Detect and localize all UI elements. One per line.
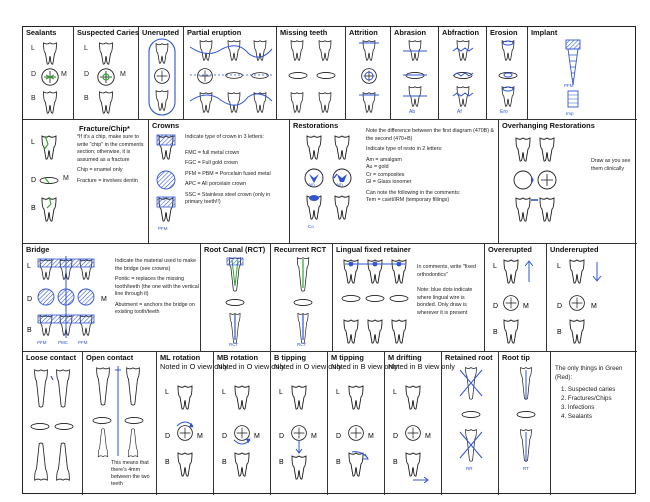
cell-unerupted: [139, 27, 184, 120]
bridge-mark-3: PFM: [78, 340, 88, 345]
green-list-item: 2. Fractures/Chips: [561, 394, 612, 402]
cell-sealants: [23, 27, 74, 120]
cell-title: Open contact: [86, 353, 134, 362]
cell-crowns: [149, 120, 290, 244]
cell-title: Root Canal (RCT): [204, 245, 266, 254]
cell-title: Bridge: [26, 245, 50, 254]
svg-text:D: D: [222, 433, 228, 440]
resto-type-4: Gl = Glass ionomer: [366, 179, 412, 186]
m-drifting-icon: [393, 382, 439, 482]
cell-bridge: [23, 244, 201, 352]
resto-note-1: Note the difference between the first diagram (470B) & the second (470+B): [366, 128, 494, 142]
abfraction-mark: Af: [457, 109, 462, 115]
svg-text:M: M: [523, 303, 529, 310]
undererupted-icon: [557, 256, 613, 348]
cell-title: Unerupted: [142, 28, 179, 37]
label-b: B: [31, 205, 36, 212]
cell-subtitle: Noted in O view only: [217, 362, 285, 371]
fracture-note: [77, 134, 145, 188]
erosion-icon: [496, 39, 520, 109]
implant-screw-icon: [562, 39, 584, 111]
recurrent-rct-icon: [283, 256, 323, 348]
cell-overerupted: [485, 244, 547, 352]
cell-open-contact: [83, 352, 157, 495]
label-l: L: [31, 139, 35, 146]
abfraction-icon: [451, 39, 475, 109]
cell-title: Suspected Caries: [77, 28, 140, 37]
cell-title: ML rotation: [160, 353, 201, 362]
b-tipping-icon: [279, 382, 325, 482]
cell-title: Implant: [531, 28, 558, 37]
svg-text:B: B: [279, 459, 284, 466]
cell-title: Missing teeth: [280, 28, 328, 37]
mb-rotation-icon: [222, 382, 268, 482]
retained-root-icon: [450, 366, 496, 476]
cell-title: B tipping: [274, 353, 307, 362]
tooth-lingual-icon: [96, 41, 116, 65]
svg-text:D: D: [336, 433, 342, 440]
missing-teeth-icon: [283, 39, 341, 117]
cell-title: Root tip: [502, 353, 530, 362]
cell-title: Lingual fixed retainer: [336, 245, 411, 254]
root-tip-icon: [507, 366, 547, 476]
overhanging-note: Draw as you see them clinically: [591, 158, 631, 172]
crown-type-2: FGC = Full gold crown: [185, 160, 238, 167]
cell-root-canal: [201, 244, 271, 352]
cell-green-list: [551, 352, 637, 495]
bridge-teeth-icon: [27, 256, 107, 348]
svg-text:B: B: [493, 329, 498, 336]
dental-charting-legend-sheet: [22, 26, 636, 494]
bridge-note: [115, 258, 199, 320]
bridge-note-2: Pontic = replaces the missing tooth/teeth (the one with the vertical line through it): [115, 276, 199, 298]
unerupted-circle-icon: [147, 38, 177, 116]
cell-restorations: [290, 120, 499, 244]
cell-subtitle: Noted in O view only: [274, 362, 342, 371]
cell-abrasion: [391, 27, 439, 120]
label-d: D: [31, 177, 37, 184]
cell-title: Sealants: [26, 28, 57, 37]
svg-text:M: M: [311, 433, 317, 440]
crown-mark: PFM: [158, 226, 168, 231]
cell-retained-root: [442, 352, 499, 495]
resto-type-3: Cr = composites: [366, 171, 405, 178]
rct-mark: RCT: [229, 342, 239, 347]
cell-b-tipping: [271, 352, 342, 495]
cell-attrition: [346, 27, 391, 120]
lingual-note: [417, 264, 483, 320]
crowns-note: [185, 134, 285, 210]
cell-title: Overhanging Restorations: [502, 121, 595, 130]
resto-note-2: Can note the following in the comments:: [366, 189, 461, 196]
svg-text:L: L: [222, 389, 226, 396]
svg-text:B: B: [27, 327, 32, 334]
svg-text:M: M: [101, 296, 107, 303]
cell-missing-teeth: [277, 27, 346, 120]
cell-recurrent-rct: [271, 244, 333, 352]
cell-subtitle: Noted in O view only: [160, 362, 228, 371]
svg-text:B: B: [557, 329, 562, 336]
cell-title: Undererupted: [550, 245, 599, 254]
cell-m-tipping: [328, 352, 398, 495]
svg-text:L: L: [336, 389, 340, 396]
svg-text:D: D: [165, 433, 171, 440]
fracture-note-3: Fracture = involves dentin: [77, 177, 138, 184]
erosion-mark: Ero: [500, 109, 508, 115]
cell-subtitle: Noted in B view only: [388, 362, 455, 371]
label-b: B: [84, 95, 89, 102]
cell-ml-rotation: [157, 352, 228, 495]
crown-type-5: SSC = Stainless steel crown (only in primary teeth!!): [185, 191, 271, 206]
green-list-item: 3. Infections: [561, 404, 595, 412]
open-contact-icon: [91, 366, 145, 458]
root-tip-mark: RT: [523, 466, 529, 471]
svg-text:D: D: [393, 433, 399, 440]
open-contact-note: This means that there's 4mm between the two teeth: [111, 460, 150, 487]
bridge-mark-1: PFM: [37, 340, 47, 345]
cell-abfraction: [439, 27, 487, 120]
svg-text:L: L: [557, 263, 561, 270]
cell-title: Partial eruption: [187, 28, 242, 37]
label-l: L: [31, 45, 35, 52]
overhanging-icon: [511, 136, 571, 226]
resto-mark-3: Co: [308, 224, 314, 229]
cell-root-tip: [499, 352, 551, 495]
svg-text:M: M: [425, 433, 431, 440]
cell-title: Overerupted: [488, 245, 532, 254]
bridge-note-3: Abutment = anchors the bridge on existing tooth/teeth: [115, 301, 195, 316]
cell-overhanging: [499, 120, 637, 244]
abrasion-icon: [403, 39, 427, 109]
resto-note-3: Tem = cavit/IRM (temporary fillings): [366, 197, 450, 204]
svg-text:D: D: [557, 303, 563, 310]
cell-partial-eruption: [184, 27, 277, 120]
fracture-teeth-icon: [31, 134, 61, 226]
svg-text:M: M: [591, 303, 597, 310]
cell-title: Fracture/Chip*: [79, 124, 130, 133]
loose-contact-icon: [29, 368, 79, 488]
svg-text:D: D: [279, 433, 285, 440]
tooth-caries-icon: [96, 67, 116, 87]
fracture-note-2: Chip = enamel only: [77, 167, 123, 174]
root-canal-icon: [215, 256, 255, 348]
svg-text:M: M: [368, 433, 374, 440]
svg-text:L: L: [279, 389, 283, 396]
tooth-occlusal-sealant-icon: [40, 67, 60, 87]
cell-title: Abfraction: [442, 28, 479, 37]
cell-title: MB rotation: [217, 353, 259, 362]
lingual-note-1: In comments, write "fixed orthodontics": [417, 264, 476, 278]
cell-title: Crowns: [152, 121, 180, 130]
svg-text:B: B: [165, 459, 170, 466]
resto-type-2: Au = gold: [366, 164, 389, 171]
label-b: B: [31, 95, 36, 102]
lingual-note-2: Note: blue dots indicate where lingual wire is bonded. Only draw is wherever it is present: [417, 287, 473, 316]
restoration-teeth-icon: [300, 134, 356, 224]
svg-text:B: B: [393, 459, 398, 466]
resto-intro: Indicate type of resto in 2 letters:: [366, 146, 443, 153]
cell-lingual-retainer: [333, 244, 485, 352]
svg-text:L: L: [493, 263, 497, 270]
label-d: D: [84, 71, 90, 78]
svg-text:D: D: [493, 303, 499, 310]
resto-mark-1: Am: [308, 182, 315, 187]
cell-m-drifting: [385, 352, 455, 495]
green-list-item: 1. Suspected caries: [561, 385, 616, 393]
cell-erosion: [487, 27, 528, 120]
cell-title: M tipping: [331, 353, 364, 362]
partial-eruption-teeth-icon: [188, 39, 274, 117]
cell-implant: [528, 27, 637, 120]
svg-text:L: L: [27, 263, 31, 270]
cell-title: Retained root: [445, 353, 493, 362]
cell-fracture: [23, 120, 149, 244]
cell-title: Abrasion: [394, 28, 427, 37]
implant-mark-imp: Imp: [566, 111, 574, 116]
crowns-intro: Indicate type of crown in 3 letters:: [185, 134, 264, 140]
green-list-item: 4. Sealants: [561, 413, 592, 421]
cell-title: Recurrent RCT: [274, 245, 327, 254]
svg-text:M: M: [254, 433, 260, 440]
label-l: L: [84, 45, 88, 52]
cell-title: Restorations: [293, 121, 339, 130]
cell-undererupted: [547, 244, 637, 352]
attrition-icon: [357, 39, 381, 117]
abrasion-mark: Ab: [409, 109, 416, 115]
restorations-note: [366, 128, 496, 208]
ml-rotation-icon: [165, 382, 211, 482]
retained-root-mark: RR: [466, 466, 473, 471]
lingual-retainer-icon: [339, 258, 413, 348]
green-list-intro: The only things in Green (Red):: [555, 365, 623, 382]
label-m: M: [61, 71, 67, 78]
tooth-buccal-icon: [96, 90, 116, 114]
recurrent-rct-mark: RCT: [297, 342, 307, 347]
implant-mark-pfm: PFM: [564, 83, 574, 88]
label-d: D: [31, 71, 37, 78]
cell-title: Attrition: [349, 28, 378, 37]
overerupted-icon: [493, 256, 539, 348]
svg-text:B: B: [222, 459, 227, 466]
cell-suspected-caries: [74, 27, 139, 120]
cell-title: Erosion: [490, 28, 518, 37]
cell-subtitle: Noted in B view only: [331, 362, 398, 371]
tooth-lingual-icon: [40, 41, 60, 65]
svg-text:D: D: [27, 296, 33, 303]
bridge-mark-2: PMC: [58, 340, 68, 345]
tooth-buccal-icon: [40, 90, 60, 114]
cell-loose-contact: [23, 352, 83, 495]
resto-type-1: Am = amalgam: [366, 156, 402, 163]
svg-text:L: L: [393, 389, 397, 396]
label-m: M: [120, 71, 126, 78]
m-tipping-icon: [336, 382, 382, 482]
svg-text:M: M: [197, 433, 203, 440]
crown-type-1: FMC = full metal crown: [185, 149, 240, 156]
crown-type-4: APC = All porcelain crown: [185, 181, 247, 188]
cell-mb-rotation: [214, 352, 285, 495]
svg-text:B: B: [336, 459, 341, 466]
svg-text:L: L: [165, 389, 169, 396]
crown-teeth-icon: [155, 134, 177, 226]
bridge-note-1: Indicate the material used to make the bridge (see crowns): [115, 258, 196, 272]
label-m: M: [63, 175, 69, 182]
cell-title: Loose contact: [26, 353, 77, 362]
resto-mark-2: Am: [336, 182, 343, 187]
green-list: [555, 364, 635, 422]
cell-title: M drifting: [388, 353, 422, 362]
crown-type-3: PFM = PBM = Porcelain fused metal: [185, 170, 271, 177]
fracture-note-1: *If it's a chip, make sure to write "chip" in the comments section; otherwise, it is assumed as a fracture: [77, 134, 144, 163]
